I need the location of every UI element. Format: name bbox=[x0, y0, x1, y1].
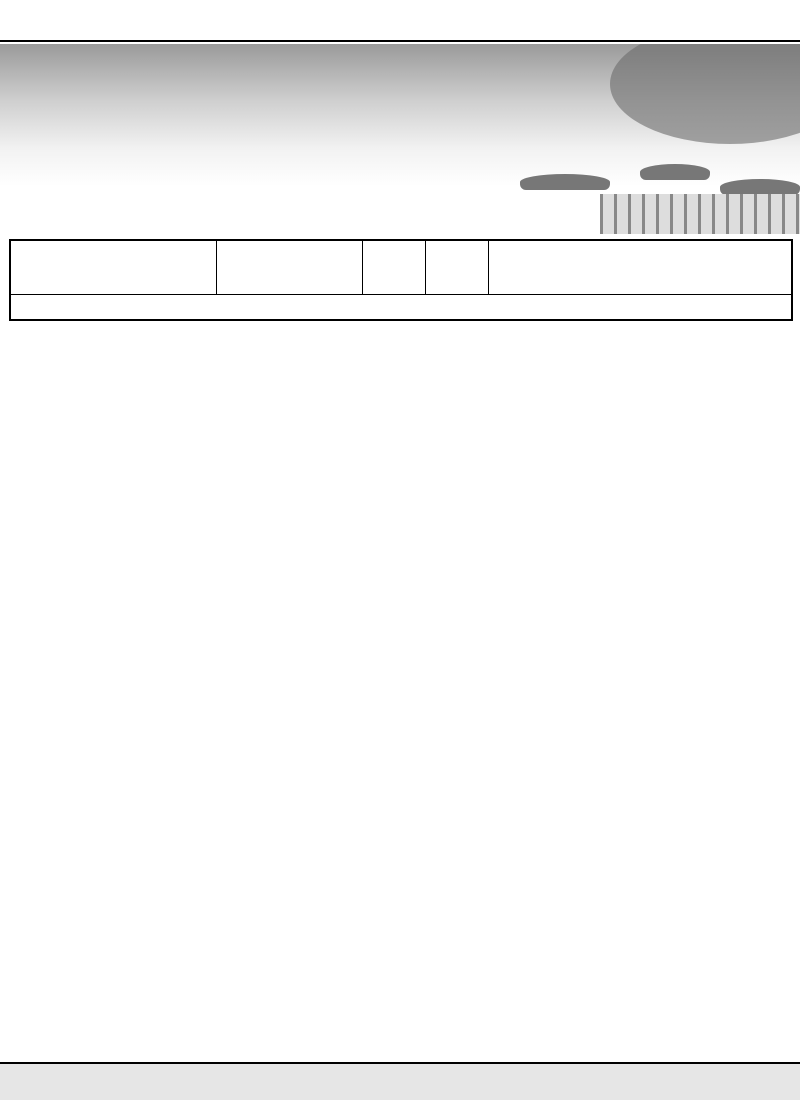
footer-slogans bbox=[0, 1034, 800, 1052]
table-header bbox=[10, 240, 792, 294]
header-features bbox=[488, 240, 792, 294]
umbrella-image bbox=[520, 174, 610, 190]
contact-row bbox=[10, 199, 436, 218]
tree-image bbox=[610, 44, 800, 144]
header-dates bbox=[216, 240, 362, 294]
sales-contacts bbox=[10, 199, 436, 234]
umbrella-image bbox=[720, 179, 800, 195]
header-trade bbox=[362, 240, 425, 294]
header-suggest bbox=[425, 240, 488, 294]
table-note bbox=[10, 294, 792, 320]
contact-row bbox=[10, 218, 436, 234]
banner bbox=[0, 44, 800, 234]
table-note-row bbox=[10, 294, 792, 320]
price-table bbox=[9, 239, 793, 321]
footer-bar bbox=[0, 1062, 800, 1100]
top-bar bbox=[0, 0, 800, 42]
terrace-image bbox=[600, 194, 800, 234]
header-route bbox=[10, 240, 216, 294]
umbrella-image bbox=[640, 164, 710, 180]
